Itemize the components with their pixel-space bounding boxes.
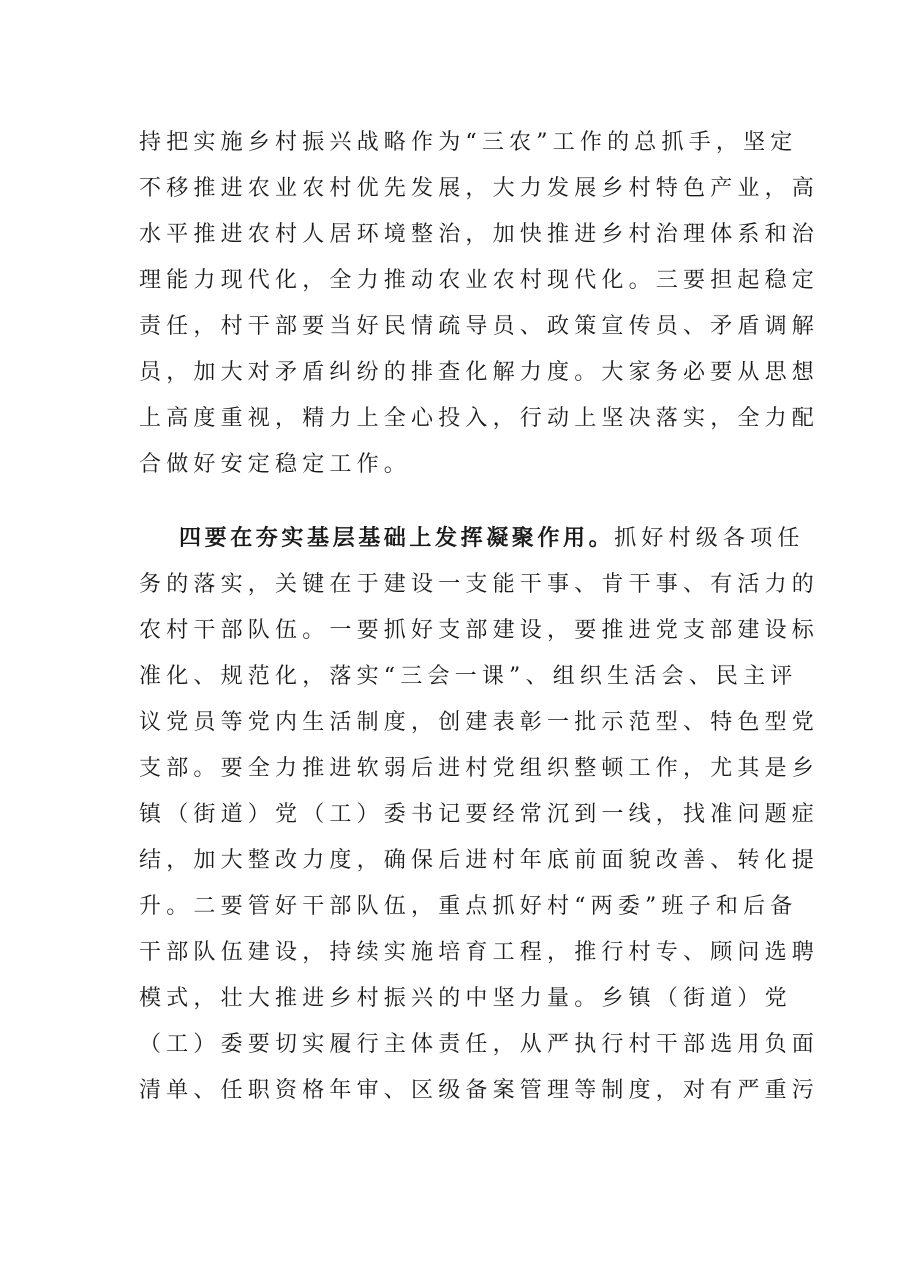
paragraph-heading: 四要在夯实基层基础上发挥凝聚作用。 <box>179 526 615 551</box>
text-line: 不移推进农业农村优先发展，大力发展乡村特色产业，高 <box>139 176 820 201</box>
text-line: 务的落实，关键在于建设一支能干事、肯干事、有活力的 <box>139 572 820 597</box>
paragraph-first-line <box>139 516 805 562</box>
text-line: 持把实施乡村振兴战略作为“三农”工作的总抓手，坚定 <box>139 130 798 155</box>
text-line: 合做好安定稳定工作。 <box>139 452 412 477</box>
text-line: 议党员等党内生活制度，创建表彰一批示范型、特色型党 <box>139 710 820 735</box>
paragraph-2 <box>139 516 820 1114</box>
text-line: 农村干部队伍。一要抓好支部建设，要推进党支部建设标 <box>139 618 820 643</box>
text-line: 升。二要管好干部队伍，重点抓好村“两委”班子和后备 <box>139 894 798 919</box>
paragraph-1 <box>139 120 820 488</box>
text-line: 水平推进农村人居环境整治，加快推进乡村治理体系和治 <box>139 222 820 247</box>
text-line: 员，加大对矛盾纠纷的排查化解力度。大家务必要从思想 <box>139 360 820 385</box>
text-line: 镇（街道）党（工）委书记要经常沉到一线，找准问题症 <box>139 802 820 827</box>
text-segment: 抓好村级各项任 <box>614 526 805 551</box>
text-line: 模式，壮大推进乡村振兴的中坚力量。乡镇（街道）党 <box>139 986 792 1011</box>
text-line: 清单、任职资格年审、区级备案管理等制度，对有严重污 <box>139 1078 820 1103</box>
text-line: 责任，村干部要当好民情疏导员、政策宣传员、矛盾调解 <box>139 314 820 339</box>
text-line: 支部。要全力推进软弱后进村党组织整顿工作，尤其是乡 <box>139 756 820 781</box>
text-line: 结，加大整改力度，确保后进村年底前面貌改善、转化提 <box>139 848 820 873</box>
text-line: 干部队伍建设，持续实施培育工程，推行村专、顾问选聘 <box>139 940 820 965</box>
text-line: 上高度重视，精力上全心投入，行动上坚决落实，全力配 <box>139 406 820 431</box>
text-line: （工）委要切实履行主体责任，从严执行村干部选用负面 <box>139 1032 820 1057</box>
text-line: 理能力现代化，全力推动农业农村现代化。三要担起稳定 <box>139 268 820 293</box>
text-line: 准化、规范化，落实“三会一课”、组织生活会、民主评 <box>139 664 798 689</box>
